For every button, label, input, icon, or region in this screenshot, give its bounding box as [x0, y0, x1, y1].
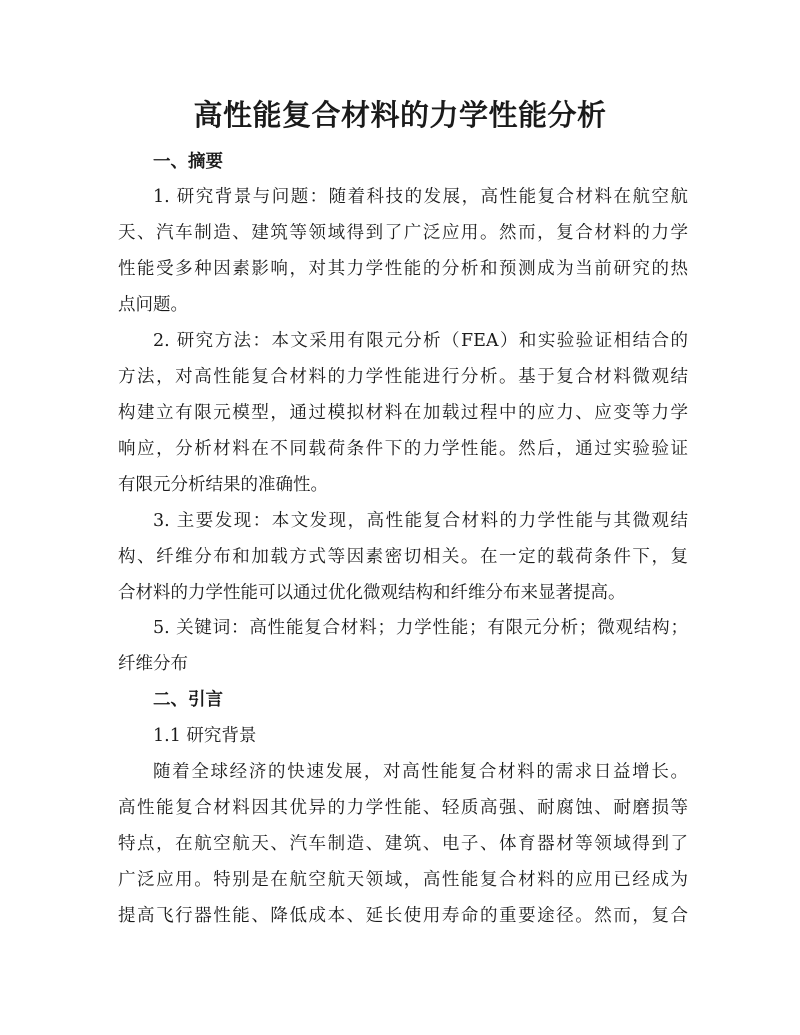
- abstract-keywords-line-1: 5. 关键词：高性能复合材料；力学性能；有限元分析；微观结构；: [153, 618, 688, 638]
- section-heading-abstract: 一、摘要: [153, 152, 223, 172]
- abstract-p2-line-1: 2. 研究方法：本文采用有限元分析（FEA）和实验验证相结合的: [153, 331, 688, 351]
- abstract-p3-line-1: 3. 主要发现：本文发现，高性能复合材料的力学性能与其微观结: [153, 511, 688, 531]
- document-title: 高性能复合材料的力学性能分析: [193, 98, 607, 132]
- abstract-p2-line-4: 响应，分析材料在不同载荷条件下的力学性能。然后，通过实验验证: [118, 439, 688, 459]
- abstract-p1-line-2: 天、汽车制造、建筑等领域得到了广泛应用。然而，复合材料的力学: [118, 223, 688, 243]
- intro-p1-line-3: 特点，在航空航天、汽车制造、建筑、电子、体育器材等领域得到了: [118, 834, 688, 854]
- abstract-p1-line-4: 点问题。: [118, 295, 188, 315]
- subsection-heading-background: 1.1 研究背景: [153, 726, 257, 746]
- intro-p1-line-1: 随着全球经济的快速发展，对高性能复合材料的需求日益增长。: [153, 762, 688, 782]
- intro-p1-line-2: 高性能复合材料因其优异的力学性能、轻质高强、耐腐蚀、耐磨损等: [118, 798, 688, 818]
- abstract-p3-line-3: 合材料的力学性能可以通过优化微观结构和纤维分布来显著提高。: [118, 583, 626, 603]
- abstract-p1-line-3: 性能受多种因素影响，对其力学性能的分析和预测成为当前研究的热: [118, 259, 688, 279]
- abstract-p3-line-2: 构、纤维分布和加载方式等因素密切相关。在一定的载荷条件下，复: [118, 547, 688, 567]
- section-heading-introduction: 二、引言: [153, 690, 223, 710]
- intro-p1-line-4: 广泛应用。特别是在航空航天领域，高性能复合材料的应用已经成为: [118, 870, 688, 890]
- abstract-p1-line-1: 1. 研究背景与问题：随着科技的发展，高性能复合材料在航空航: [153, 187, 688, 207]
- abstract-p2-line-5: 有限元分析结果的准确性。: [118, 475, 328, 495]
- intro-p1-line-5: 提高飞行器性能、降低成本、延长使用寿命的重要途径。然而，复合: [118, 906, 688, 926]
- abstract-p2-line-3: 构建立有限元模型，通过模拟材料在加载过程中的应力、应变等力学: [118, 403, 688, 423]
- abstract-p2-line-2: 方法，对高性能复合材料的力学性能进行分析。基于复合材料微观结: [118, 367, 688, 387]
- abstract-keywords-line-2: 纤维分布: [118, 654, 188, 674]
